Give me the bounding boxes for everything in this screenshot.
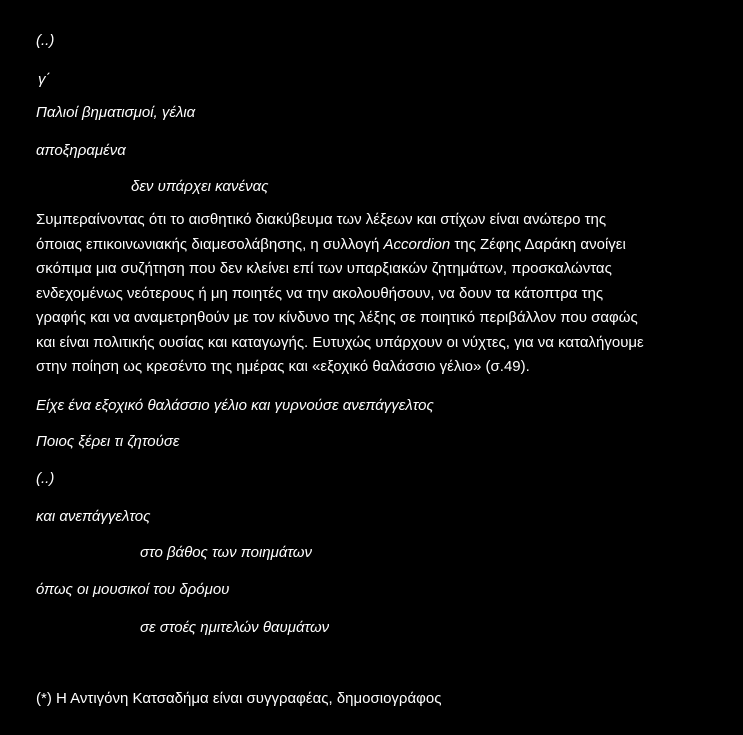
paragraph-line-2-start: όποιας επικοινωνιακής διαμεσολάβησης, η συλλογή	[36, 235, 384, 253]
quote-line-2: Ποιος ξέρει τι ζητούσε	[36, 433, 180, 450]
quote-line-1: Είχε ένα εξοχικό θαλάσσιο γέλιο και γυρνούσε ανεπάγγελτος	[36, 397, 434, 414]
paragraph-line-7: στην ποίηση ως κρεσέντο της ημέρας και «εξοχικό θαλάσσιο γέλιο» (σ.49).	[36, 358, 530, 375]
commentary-paragraph	[36, 208, 708, 380]
quote-line-5: όπως οι μουσικοί του δρόμου	[36, 581, 230, 598]
quote-line-3: και ανεπάγγελτος	[36, 508, 151, 525]
author-footnote: (*) Η Αντιγόνη Κατσαδήμα είναι συγγραφέας, δημοσιογράφος	[36, 690, 442, 707]
quote-line-6-indented: σε στοές ημιτελών θαυμάτων	[140, 619, 330, 636]
paragraph-line-6: και είναι πολιτικής ουσίας και καταγωγής. Ευτυχώς υπάρχουν οι νύχτες, για να καταλήγουμε	[36, 333, 644, 351]
poem-ellipsis-1: (..)	[36, 32, 55, 49]
poem-section-gamma: γ΄	[38, 71, 51, 88]
paragraph-line-1: Συμπεραίνοντας ότι το αισθητικό διακύβευμα των λέξεων και στίχων είναι ανώτερο της	[36, 211, 607, 228]
paragraph-line-2-end: της Ζέφης Δαράκη ανοίγει	[450, 235, 626, 253]
paragraph-line-5: γραφής και να αναμετρηθούν με τον κίνδυνο της λέξης σε ποιητικό περιβάλλον που σαφώς	[36, 309, 638, 326]
quote-ellipsis: (..)	[36, 470, 55, 487]
poem-line-2: αποξηραμένα	[36, 142, 126, 159]
book-title-accordion: Accordion	[383, 235, 451, 253]
poem-line-3-indented: δεν υπάρχει κανένας	[131, 178, 269, 195]
paragraph-line-3: σκόπιμα μια συζήτηση που δεν κλείνει επί των υπαρξιακών ζητημάτων, προσκαλώντας	[36, 260, 612, 277]
quote-line-4-indented: στο βάθος των ποιημάτων	[140, 544, 312, 561]
paragraph-line-4: ενδεχομένως νεότερους ή μη ποιητές να την ακολουθήσουν, να δουν τα κάτοπτρα της	[36, 284, 604, 302]
poem-line-1: Παλιοί βηματισμοί, γέλια	[36, 104, 196, 121]
paragraph-line-2	[36, 233, 708, 258]
